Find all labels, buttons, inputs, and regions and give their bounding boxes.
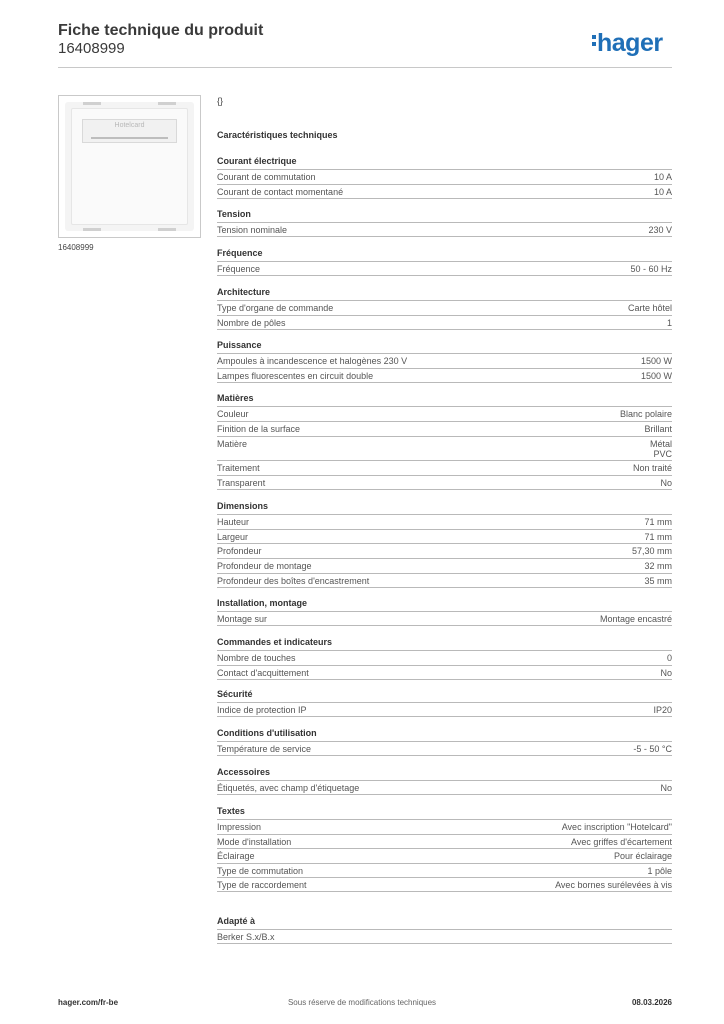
- logo-text: hager: [597, 29, 663, 57]
- footer-date: 08.03.2026: [631, 998, 672, 1007]
- spec-value: 1 pôle: [647, 866, 672, 876]
- spec-row: [217, 475, 672, 490]
- spec-row: [217, 665, 672, 680]
- spec-label: Berker S.x/B.x: [217, 932, 275, 942]
- spec-value: No: [660, 783, 672, 793]
- spec-label: Profondeur de montage: [217, 561, 312, 571]
- spec-label: Matière: [217, 439, 248, 449]
- spec-value: -5 - 50 °C: [633, 744, 672, 754]
- spec-row: [217, 184, 672, 199]
- spec-label: Type de raccordement: [217, 880, 307, 890]
- section-title: Fréquence: [217, 248, 263, 258]
- spec-row: [217, 222, 672, 237]
- product-image-frame: [58, 95, 201, 238]
- spec-value: 10 A: [653, 172, 672, 182]
- page-title: Fiche technique du produit: [58, 22, 264, 39]
- footer-disclaimer: Sous réserve de modifications techniques: [287, 998, 437, 1007]
- spec-row: [217, 702, 672, 717]
- spec-value: IP20: [653, 705, 672, 715]
- spec-label: Impression: [217, 822, 262, 832]
- spec-label: Nombre de pôles: [217, 318, 286, 328]
- spec-label: Hauteur: [217, 517, 250, 527]
- spec-row: [217, 929, 672, 944]
- spec-row: [217, 573, 672, 588]
- section-title: Commandes et indicateurs: [217, 637, 333, 647]
- spec-label: Courant de contact momentané: [217, 187, 344, 197]
- section-title: Adapté à: [217, 916, 256, 926]
- spec-value: Brillant: [644, 424, 672, 434]
- spec-value: Avec bornes surélevées à vis: [555, 880, 672, 890]
- footer-website: hager.com/fr-be: [58, 998, 119, 1007]
- spec-label: Éclairage: [217, 851, 255, 861]
- frame-clip: [83, 228, 101, 231]
- spec-row: [217, 529, 672, 543]
- spec-label: Mode d'installation: [217, 837, 292, 847]
- section-title: Conditions d'utilisation: [217, 728, 317, 738]
- spec-row: [217, 780, 672, 795]
- section-title: Installation, montage: [217, 598, 308, 608]
- spec-label: Nombre de touches: [217, 653, 296, 663]
- logo-dots-icon: [592, 32, 596, 49]
- spec-row: [217, 315, 672, 330]
- spec-row: [217, 650, 672, 665]
- spec-row: [217, 300, 672, 315]
- product-image: [65, 102, 194, 231]
- spec-row: [217, 421, 672, 436]
- spec-row: [217, 611, 672, 626]
- spec-value: 71 mm: [644, 532, 672, 542]
- spec-row: [217, 819, 672, 834]
- spec-value: 57,30 mm: [631, 546, 672, 556]
- spec-row: [217, 877, 672, 892]
- spec-value: 0: [666, 653, 672, 663]
- spec-row: [217, 834, 672, 848]
- spec-value: Non traité: [632, 463, 672, 473]
- spec-label: Étiquetés, avec champ d'étiquetage: [217, 783, 360, 793]
- spec-value: 230 V: [648, 225, 672, 235]
- spec-row: [217, 169, 672, 184]
- spec-label: Fréquence: [217, 264, 261, 274]
- spec-row: [217, 558, 672, 573]
- card-slot-label: Hotelcard: [114, 122, 145, 129]
- section-title: Architecture: [217, 287, 271, 297]
- spec-row: [217, 368, 672, 383]
- section-title: Accessoires: [217, 767, 271, 777]
- spec-value: 1500 W: [640, 371, 672, 381]
- spec-row: [217, 863, 672, 877]
- spec-label: Type de commutation: [217, 866, 304, 876]
- spec-label: Transparent: [217, 478, 266, 488]
- spec-label: Couleur: [217, 409, 249, 419]
- spec-value: No: [660, 668, 672, 678]
- spec-value-secondary: PVC: [653, 449, 672, 459]
- spec-label: Ampoules à incandescence et halogènes 230 V: [217, 356, 408, 366]
- spec-row: [217, 261, 672, 276]
- spec-value: 35 mm: [644, 576, 672, 586]
- spec-value: 1500 W: [640, 356, 672, 366]
- section-title: Puissance: [217, 340, 262, 350]
- spec-label: Courant de commutation: [217, 172, 316, 182]
- card-slot-opening: [91, 137, 168, 139]
- spec-row: [217, 353, 672, 368]
- spec-value: 10 A: [653, 187, 672, 197]
- spec-value: Montage encastré: [599, 614, 672, 624]
- spec-label: Montage sur: [217, 614, 268, 624]
- frame-clip: [83, 102, 101, 105]
- spec-row: [217, 436, 672, 460]
- spec-value: Carte hôtel: [627, 303, 672, 313]
- header-divider: [58, 67, 672, 68]
- spec-label: Profondeur: [217, 546, 262, 556]
- spec-label: Largeur: [217, 532, 249, 542]
- spec-value: 71 mm: [644, 517, 672, 527]
- spec-value: Blanc polaire: [619, 409, 672, 419]
- spec-value: Métal: [649, 439, 672, 449]
- spec-value: 1: [666, 318, 672, 328]
- spec-label: Profondeur des boîtes d'encastrement: [217, 576, 370, 586]
- spec-label: Indice de protection IP: [217, 705, 307, 715]
- frame-clip: [158, 102, 176, 105]
- spec-label: Traitement: [217, 463, 260, 473]
- section-title: Courant électrique: [217, 156, 297, 166]
- hager-logo: [592, 29, 663, 58]
- braces-text: {}: [217, 96, 224, 106]
- section-title: Sécurité: [217, 689, 253, 699]
- spec-row: [217, 514, 672, 529]
- spec-row: [217, 460, 672, 475]
- spec-value: Pour éclairage: [613, 851, 672, 861]
- spec-label: Finition de la surface: [217, 424, 301, 434]
- section-title: Dimensions: [217, 501, 269, 511]
- switch-plate: [71, 108, 188, 225]
- spec-value: No: [660, 478, 672, 488]
- spec-label: Tension nominale: [217, 225, 288, 235]
- spec-value: 50 - 60 Hz: [630, 264, 672, 274]
- spec-label: Type d'organe de commande: [217, 303, 334, 313]
- spec-label: Contact d'acquittement: [217, 668, 309, 678]
- card-slot: [82, 119, 177, 143]
- product-number: 16408999: [58, 40, 125, 57]
- spec-label: Lampes fluorescentes en circuit double: [217, 371, 374, 381]
- section-title: Matières: [217, 393, 254, 403]
- spec-row: [217, 741, 672, 756]
- spec-row: [217, 406, 672, 421]
- spec-label: Température de service: [217, 744, 312, 754]
- section-title: Tension: [217, 209, 251, 219]
- spec-value: Avec griffes d'écartement: [571, 837, 672, 847]
- spec-row: [217, 543, 672, 558]
- spec-value: 32 mm: [644, 561, 672, 571]
- spec-row: [217, 848, 672, 863]
- section-title: Textes: [217, 806, 245, 816]
- frame-clip: [158, 228, 176, 231]
- specs-heading: Caractéristiques techniques: [217, 130, 338, 140]
- product-caption: 16408999: [58, 243, 94, 252]
- spec-value: Avec inscription "Hotelcard": [561, 822, 672, 832]
